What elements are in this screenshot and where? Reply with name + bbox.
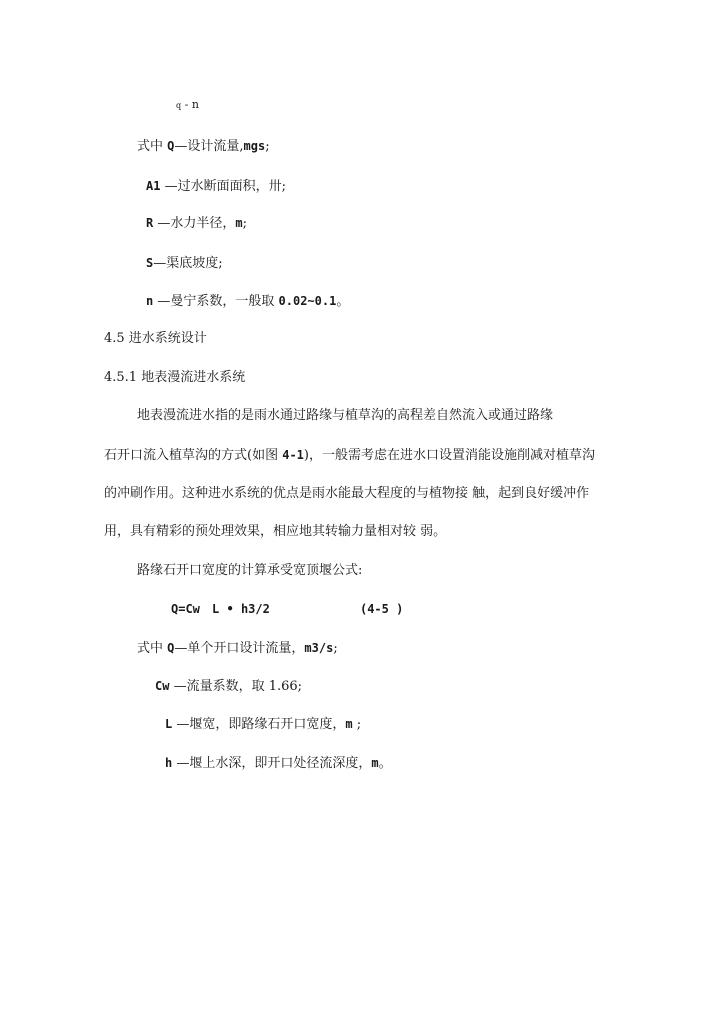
def-h-symbol: h <box>165 756 173 770</box>
paragraph-line-2-b: )，一般需考虑在进水口设置消能设施削减对植草沟 <box>303 448 595 463</box>
def-l-end: ; <box>352 717 362 732</box>
where-q-line <box>137 138 270 155</box>
formula-line <box>171 601 403 618</box>
formula-lhs: Q=Cw <box>171 602 200 616</box>
def-h-line <box>165 755 392 772</box>
section-heading-4-5: 4.5 进水系统设计 <box>104 331 207 346</box>
def-l-symbol: L <box>165 717 173 731</box>
def-r-text: —水力半径， <box>157 216 236 231</box>
def-l-text: —堰宽，即路缘石开口宽度， <box>176 717 346 732</box>
where2-symbol-q: Q <box>167 641 175 655</box>
def-l-line <box>165 716 361 733</box>
def-s-symbol: S <box>146 256 154 270</box>
where-q-unit: mgs <box>243 139 266 153</box>
where-q2-line <box>137 640 338 657</box>
where2-lead: 式中 <box>137 641 164 656</box>
def-r-end: ; <box>242 216 248 231</box>
formula-number: (4-5 ) <box>359 602 404 616</box>
where-symbol-q: Q <box>167 139 175 153</box>
def-cw-end: ; <box>297 679 303 694</box>
where-q-end: ; <box>265 139 270 154</box>
def-a1-symbol: A1 <box>146 179 161 193</box>
formula-fragment-a: q <box>176 101 182 110</box>
def-h-text: —堰上水深，即开口处径流深度， <box>176 756 372 771</box>
def-h-end: 。 <box>378 756 392 771</box>
def-cw-symbol: Cw <box>155 679 170 693</box>
formula-mid: L • h3/2 <box>212 602 270 616</box>
paragraph-line-2-a: 石开口流入植草沟的方式(如图 <box>104 448 283 463</box>
def-s-line <box>146 255 223 272</box>
where-lead: 式中 <box>137 139 164 154</box>
def-n-value: 0.02~0.1 <box>278 294 337 308</box>
def-cw-text: —流量系数，取 1.66 <box>173 679 298 694</box>
where2-q-unit: m3/s <box>304 641 334 655</box>
def-h-unit: m <box>371 756 379 770</box>
section-heading-4-5-1: 4.5.1 地表漫流进水系统 <box>104 370 246 385</box>
where-q-text: —设计流量, <box>174 139 244 154</box>
def-r-symbol: R <box>146 216 154 230</box>
paragraph-line-4: 用，具有精彩的预处理效果，相应地其转输力量相对较 弱。 <box>104 524 447 539</box>
def-n-end: 。 <box>336 294 350 309</box>
paragraph-line-1: 地表漫流进水指的是雨水通过路缘与植草沟的高程差自然流入或通过路缘 <box>137 408 554 423</box>
def-n-text: —曼宁系数，一般取 <box>157 294 275 309</box>
where2-q-end: ; <box>333 641 338 656</box>
def-cw-line <box>155 678 302 695</box>
def-s-text: —渠底坡度; <box>153 256 223 271</box>
paragraph-line-3: 的冲刷作用。这种进水系统的优点是雨水能最大程度的与植物接 触，起到良好缓冲作 <box>104 486 590 501</box>
def-r-line <box>146 215 247 232</box>
def-l-unit: m <box>345 717 353 731</box>
formula-fragment-b: - n <box>184 98 199 111</box>
paragraph-line-2 <box>104 447 595 464</box>
figure-ref: 4-1 <box>282 448 304 462</box>
formula-fragment <box>176 97 199 114</box>
def-n-line <box>146 293 349 310</box>
def-a1-line <box>146 178 286 195</box>
where2-q-text: —单个开口设计流量， <box>174 641 305 656</box>
def-n-symbol: n <box>146 294 154 308</box>
formula-intro: 路缘石开口宽度的计算承受宽顶堰公式: <box>137 563 363 578</box>
def-a1-text: —过水断面面积，卅; <box>164 179 286 194</box>
def-r-unit: m <box>235 216 243 230</box>
